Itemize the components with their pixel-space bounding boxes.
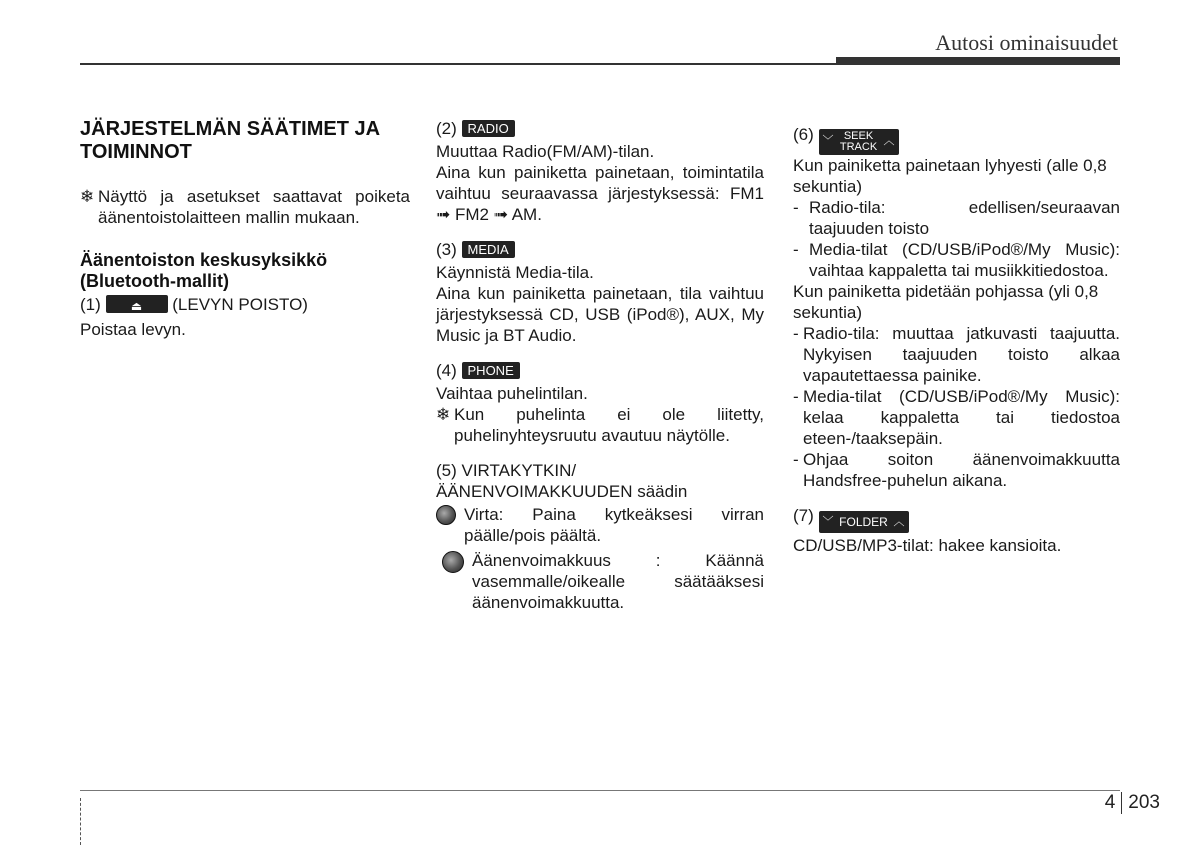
column-2 bbox=[436, 118, 764, 613]
item-2-line-1: Muuttaa Radio(FM/AM)-tilan. bbox=[436, 142, 655, 161]
item-6 bbox=[793, 124, 1120, 155]
item-3-line-1: Käynnistä Media-tila. bbox=[436, 263, 594, 282]
item-7-number: (7) bbox=[793, 505, 814, 525]
item-2 bbox=[436, 118, 764, 139]
item-5-volume bbox=[436, 550, 764, 613]
header-title: Autosi ominaisuudet bbox=[935, 30, 1118, 55]
item-2-line-2: Aina kun painiketta painetaan, toimintatila vaihtuu seuraavassa järjestyksessä: FM1 ➟ FM2 ➟ AM. bbox=[436, 163, 764, 224]
power-knob-icon bbox=[436, 505, 456, 525]
column-3 bbox=[793, 124, 1120, 556]
column-1 bbox=[80, 118, 410, 340]
radio-button-badge: RADIO bbox=[462, 120, 515, 137]
media-button-badge: MEDIA bbox=[462, 241, 515, 258]
item-6-long-bullet-1: - Radio-tila: muuttaa jatkuvasti taajuutta. Nykyisen taajuuden toisto alkaa vapautettaessa painike. bbox=[793, 323, 1120, 385]
header-rule bbox=[80, 63, 1120, 65]
item-3-line-2: Aina kun painiketta painetaan, tila vaihtuu järjestyksessä CD, USB (iPod®), AUX, My Music ja BT Audio. bbox=[436, 284, 764, 345]
item-2-number: (2) bbox=[436, 119, 457, 138]
item-3 bbox=[436, 239, 764, 260]
item-3-number: (3) bbox=[436, 240, 457, 259]
note-text: Näyttö ja asetukset saattavat poiketa äänentoistolaitteen mallin mukaan. bbox=[98, 187, 410, 227]
item-4 bbox=[436, 360, 764, 381]
eject-button-icon: ⏏ bbox=[106, 295, 168, 313]
footer-rule bbox=[80, 790, 1120, 791]
item-7 bbox=[793, 505, 1120, 534]
item-6-short-bullet-2: - Media-tilat (CD/USB/iPod®/My Music): vaihtaa kappaletta tai musiikkitiedostoa. bbox=[793, 239, 1120, 280]
folder-label: FOLDER bbox=[839, 514, 888, 529]
item-4-line-1: Vaihtaa puhelintilan. bbox=[436, 384, 588, 403]
phone-button-badge: PHONE bbox=[462, 362, 520, 379]
item-6-long: Kun painiketta pidetään pohjassa (yli 0,8 sekuntia) bbox=[793, 281, 1099, 322]
subheading: Äänentoiston keskusyksikkö (Bluetooth-mallit) bbox=[80, 250, 328, 291]
chevron-down-icon: ﹀ bbox=[822, 135, 834, 147]
chapter-number: 4 bbox=[1104, 792, 1116, 813]
item-4-note-text: Kun puhelinta ei ole liitetty, puhelinyhteysruutu avautuu näytölle. bbox=[454, 405, 764, 445]
item-6-number: (6) bbox=[793, 125, 814, 144]
item-1 bbox=[80, 294, 410, 315]
section-heading: JÄRJESTELMÄN SÄÄTIMET JA TOIMINNOT bbox=[80, 118, 380, 163]
chevron-up-icon: ︿ bbox=[893, 515, 905, 528]
page-number bbox=[1105, 792, 1160, 814]
folder-button-badge bbox=[819, 511, 909, 533]
footer-dashed-line bbox=[80, 798, 81, 845]
item-5-volume-text: Äänenvoimakkuus : Käännä vasemmalle/oikealle säätääksesi äänenvoimakkuutta. bbox=[472, 551, 764, 612]
item-6-long-bullet-3: - Ohjaa soiton äänenvoimakkuutta Handsfree-puhelun aikana. bbox=[793, 449, 1120, 490]
item-5-title: (5) VIRTAKYTKIN/ÄÄNENVOIMAKKUUDEN säädin bbox=[436, 461, 688, 501]
item-1-description: Poistaa levyn. bbox=[80, 320, 186, 339]
item-7-description: CD/USB/MP3-tilat: hakee kansioita. bbox=[793, 536, 1062, 555]
item-4-number: (4) bbox=[436, 361, 457, 380]
seek-label: SEEK bbox=[843, 129, 874, 142]
item-1-label: (LEVYN POISTO) bbox=[172, 295, 308, 314]
item-6-short: Kun painiketta painetaan lyhyesti (alle 0,8 sekuntia) bbox=[793, 155, 1107, 196]
item-5-power-text: Virta: Paina kytkeäksesi virran päälle/pois päältä. bbox=[464, 505, 764, 545]
note bbox=[80, 186, 410, 228]
item-5-power bbox=[436, 504, 764, 546]
note-mark: ❄ bbox=[80, 187, 95, 206]
chevron-up-icon: ︿ bbox=[883, 135, 895, 147]
item-1-number: (1) bbox=[80, 295, 101, 314]
volume-knob-icon bbox=[442, 551, 464, 573]
item-4-note bbox=[436, 404, 764, 446]
note-mark: ❄ bbox=[436, 405, 451, 424]
page-number-value: 203 bbox=[1128, 792, 1160, 813]
item-6-long-bullet-2: - Media-tilat (CD/USB/iPod®/My Music): kelaa kappaletta tai tiedostoa eteen-/taaksepäin. bbox=[793, 386, 1120, 448]
track-label: TRACK bbox=[839, 140, 878, 153]
seek-track-button-badge bbox=[819, 129, 899, 155]
item-6-short-bullet-1: - Radio-tila: edellisen/seuraavan taajuuden toisto bbox=[793, 197, 1120, 238]
chevron-down-icon: ﹀ bbox=[822, 515, 834, 528]
